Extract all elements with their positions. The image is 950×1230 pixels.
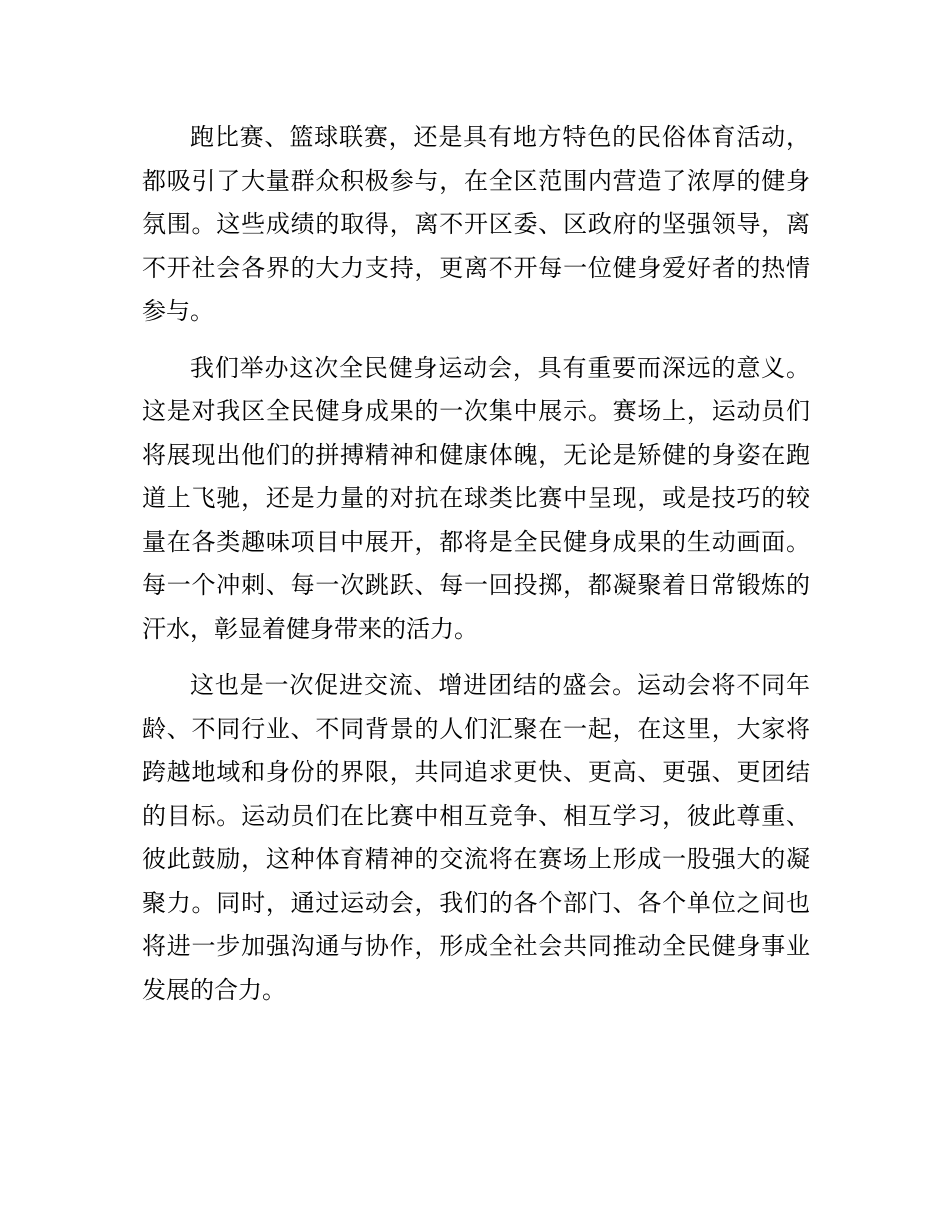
text-line: 聚力。同时，通过运动会，我们的各个部门、各个单位之间也 <box>142 888 810 917</box>
text-line: 将展现出他们的拼搏精神和健康体魄，无论是矫健的身姿在跑 <box>142 440 810 469</box>
text-line: 氛围。这些成绩的取得，离不开区委、区政府的坚强领导，离 <box>142 210 810 238</box>
text-line: 参与。 <box>142 297 214 325</box>
text-line: 跑比赛、篮球联赛，还是具有地方特色的民俗体育活动， <box>190 123 810 151</box>
text-line: 汗水，彰显着健身带来的活力。 <box>142 614 478 643</box>
paragraph-1 <box>142 116 810 334</box>
text-line: 发展的合力。 <box>142 975 286 1004</box>
text-line: 道上飞驰，还是力量的对抗在球类比赛中呈现，或是技巧的较 <box>142 484 810 512</box>
text-line: 彼此鼓励，这种体育精神的交流将在赛场上形成一股强大的凝 <box>142 845 810 873</box>
text-line: 这是对我区全民健身成果的一次集中展示。赛场上，运动员们 <box>142 397 810 425</box>
text-line: 跨越地域和身份的界限，共同追求更快、更高、更强、更团结 <box>142 758 810 786</box>
text-line: 不开社会各界的大力支持，更离不开每一位健身爱好者的热情 <box>142 253 810 282</box>
text-line: 每一个冲刺、每一次跳跃、每一回投掷，都凝聚着日常锻炼的 <box>142 571 810 599</box>
text-line: 将进一步加强沟通与协作，形成全社会共同推动全民健身事业 <box>142 932 810 960</box>
text-line: 这也是一次促进交流、增进团结的盛会。运动会将不同年 <box>190 671 810 699</box>
document-page <box>142 116 810 1025</box>
text-line: 量在各类趣味项目中展开，都将是全民健身成果的生动画面。 <box>142 527 810 556</box>
paragraph-2 <box>142 347 810 652</box>
text-line: 的目标。运动员们在比赛中相互竞争、相互学习，彼此尊重、 <box>142 801 810 830</box>
text-line: 都吸引了大量群众积极参与，在全区范围内营造了浓厚的健身 <box>142 166 810 195</box>
text-line: 我们举办这次全民健身运动会，具有重要而深远的意义。 <box>190 353 810 382</box>
text-line: 龄、不同行业、不同背景的人们汇聚在一起，在这里，大家将 <box>142 714 810 743</box>
paragraph-3 <box>142 664 810 1012</box>
